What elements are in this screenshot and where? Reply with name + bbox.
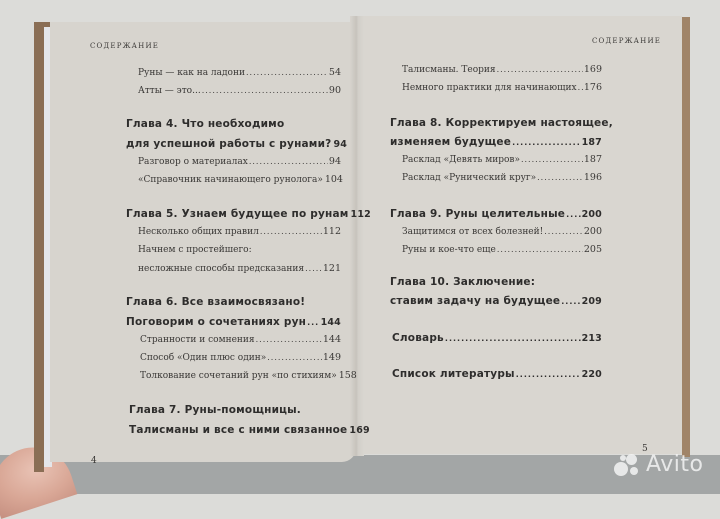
toc-entry: Немного практики для начинающих ..... 176 — [402, 82, 602, 93]
toc-chapter: для успешной работы с рунами? 94 — [126, 138, 348, 150]
toc-entry: Руны и кое-что еще ..... 205 — [402, 244, 602, 255]
toc-chapter: Список литературы ..... 220 — [392, 368, 602, 380]
running-head-left: СОДЕРЖАНИЕ — [90, 42, 160, 50]
page-number-right: 5 — [642, 444, 648, 454]
toc-chapter-heading: Глава 8. Корректируем настоящее, — [390, 117, 613, 129]
toc-entry: Толкование сочетаний рун «по стихиям» 158 — [140, 370, 357, 381]
toc-entry: Защитимся от всех болезней! ..... 200 — [402, 226, 602, 237]
toc-chapter: Глава 5. Узнаем будущее по рунам 112 — [126, 208, 371, 220]
book-cover-right-edge — [682, 17, 690, 457]
toc-chapter-heading: Глава 6. Все взаимосвязано! — [126, 296, 306, 308]
avito-dots-icon — [614, 454, 642, 476]
avito-wordmark: Avito — [646, 452, 704, 477]
toc-chapter: ставим задачу на будущее ..... 209 — [390, 295, 602, 307]
avito-watermark — [614, 452, 703, 477]
toc-entry-heading: Начнем с простейшего: — [138, 245, 252, 255]
toc-chapter: Поговорим о сочетаниях рун ..... 144 — [126, 316, 341, 328]
book-cover-left-edge — [34, 22, 44, 472]
toc-entry: Странности и сомнения ..... 144 — [140, 334, 341, 345]
toc-chapter-heading: Глава 10. Заключение: — [390, 276, 536, 288]
toc-chapter: Талисманы и все с ними связанное 169 — [129, 424, 370, 436]
toc-entry: «Справочник начинающего рунолога» 104 — [138, 174, 343, 185]
toc-entry: Разговор о материалах ..... 94 — [138, 156, 341, 167]
toc-entry: несложные способы предсказания ..... 121 — [138, 263, 341, 274]
book-gutter — [350, 16, 364, 456]
toc-entry: Руны — как на ладони ..... 54 — [138, 67, 341, 78]
page-number-left: 4 — [91, 456, 97, 466]
toc-chapter: Глава 9. Руны целительные ..... 200 — [390, 208, 602, 220]
toc-entry: Несколько общих правил ..... 112 — [138, 226, 341, 237]
toc-entry: Талисманы. Теория ..... 169 — [402, 64, 602, 75]
toc-chapter: изменяем будущее ..... 187 — [390, 136, 602, 148]
toc-chapter: Словарь ..... 213 — [392, 332, 602, 344]
toc-entry: Атты — это... ..... 90 — [138, 85, 341, 96]
toc-chapter-heading: Глава 4. Что необходимо — [126, 118, 285, 130]
toc-entry: Расклад «Девять миров» ..... 187 — [402, 154, 602, 165]
toc-chapter-heading: Глава 7. Руны-помощницы. — [129, 404, 302, 416]
toc-entry: Способ «Один плюс один» ..... 149 — [140, 352, 341, 363]
running-head-right: СОДЕРЖАНИЕ — [592, 37, 662, 45]
toc-entry: Расклад «Рунический круг» ..... 196 — [402, 172, 602, 183]
